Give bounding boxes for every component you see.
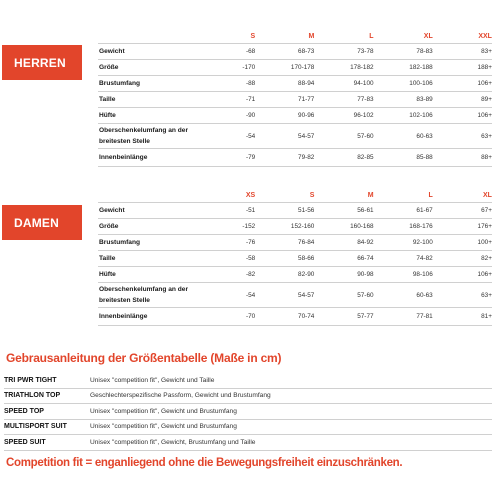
cell-value: -54	[245, 291, 256, 299]
cell-value: 176+	[477, 223, 492, 230]
cell-value: 77-83	[357, 96, 374, 103]
cell-value: -76	[245, 239, 256, 246]
cell-value: 71-77	[298, 96, 315, 103]
row-label: Gewicht	[99, 48, 125, 55]
model-name: SPEED SUIT	[4, 438, 46, 446]
row-label: Innenbeinlänge	[99, 154, 148, 161]
cell-value: 94-100	[353, 80, 374, 87]
cell-value: 89+	[481, 96, 492, 103]
herren-size-table	[98, 30, 492, 167]
cell-value: 88+	[481, 154, 492, 161]
row-label: Größe	[99, 64, 119, 71]
row-label: Taille	[99, 255, 116, 262]
row-label: Hüfte	[99, 112, 116, 119]
row-label: Gewicht	[99, 207, 125, 214]
row-label: Innenbeinlänge	[99, 313, 148, 320]
cell-value: 90-98	[357, 271, 374, 278]
cell-value: 160-168	[350, 223, 374, 230]
size-header-row	[98, 189, 492, 202]
size-header: M	[308, 33, 315, 40]
row-label: Taille	[99, 96, 116, 103]
cell-value: 100+	[477, 239, 492, 246]
cell-value: 84-92	[357, 239, 374, 246]
row-label: Brustumfang	[99, 80, 141, 87]
cell-value: -54	[245, 132, 256, 140]
cell-value: 76-84	[298, 239, 315, 246]
size-header: L	[369, 33, 374, 40]
table-row	[98, 282, 492, 307]
size-header: XL	[482, 192, 492, 199]
table-row	[98, 75, 492, 91]
guide-title: Gebrausanleitung der Größentabelle (Maße in cm)	[6, 351, 282, 365]
cell-value: 74-82	[416, 255, 433, 262]
table-row	[98, 250, 492, 266]
table-row	[98, 91, 492, 107]
model-guide-table	[4, 373, 492, 451]
cell-value: 60-63	[416, 291, 433, 299]
cell-value: 102-106	[409, 112, 433, 119]
cell-value: 188+	[477, 64, 492, 71]
cell-value: 54-57	[298, 291, 315, 299]
model-name: TRI PWR TIGHT	[4, 376, 57, 384]
table-row	[98, 107, 492, 123]
table-row	[98, 148, 492, 167]
model-row	[4, 389, 492, 405]
cell-value: -58	[245, 255, 256, 262]
table-row	[98, 202, 492, 218]
size-header: M	[367, 192, 374, 199]
cell-value: 77-81	[416, 313, 433, 320]
cell-value: 83+	[481, 48, 492, 55]
row-label: Brustumfang	[99, 239, 141, 246]
cell-value: -82	[245, 271, 256, 278]
model-name: TRIATHLON TOP	[4, 392, 61, 400]
table-row	[98, 234, 492, 250]
cell-value: 170-178	[290, 64, 315, 71]
table-row	[98, 218, 492, 234]
cell-value: 63+	[481, 132, 492, 140]
cell-value: 96-102	[353, 112, 374, 119]
cell-value: 57-77	[357, 313, 374, 320]
table-row	[98, 266, 492, 282]
size-header: XXL	[478, 33, 492, 40]
row-label: Größe	[99, 223, 119, 230]
model-name: MULTISPORT SUIT	[4, 423, 67, 431]
cell-value: 57-60	[357, 291, 374, 299]
size-header: L	[428, 192, 433, 199]
table-row	[98, 123, 492, 148]
cell-value: 168-176	[409, 223, 433, 230]
cell-value: -88	[245, 80, 256, 87]
herren-badge: HERREN	[2, 45, 82, 80]
cell-value: 83-89	[416, 96, 433, 103]
row-label: Hüfte	[99, 271, 116, 278]
cell-value: 182-188	[409, 64, 433, 71]
cell-value: 68-73	[298, 48, 315, 55]
cell-value: 67+	[481, 207, 492, 214]
cell-value: 79-82	[298, 154, 315, 161]
model-name: SPEED TOP	[4, 407, 44, 415]
cell-value: -51	[245, 207, 256, 214]
size-header: XL	[423, 33, 433, 40]
damen-size-table	[98, 189, 492, 326]
cell-value: 51-56	[298, 207, 315, 214]
table-row	[98, 307, 492, 326]
cell-value: 66-74	[357, 255, 374, 262]
model-row	[4, 435, 492, 451]
cell-value: 82-90	[298, 271, 315, 278]
cell-value: 106+	[477, 112, 492, 119]
cell-value: 56-61	[357, 207, 374, 214]
model-row	[4, 404, 492, 420]
model-description: Unisex "competition fit", Gewicht, Brustumfang und Taille	[90, 438, 256, 446]
cell-value: -68	[245, 48, 256, 55]
cell-value: 73-78	[357, 48, 374, 55]
cell-value: 60-63	[416, 132, 433, 140]
cell-value: 82-85	[357, 154, 374, 161]
cell-value: -170	[242, 64, 256, 71]
model-description: Unisex "competition fit", Gewicht und Brustumfang	[90, 423, 237, 431]
row-label: Oberschenkelumfang an der breitesten Stelle	[99, 127, 189, 145]
cell-value: 61-67	[416, 207, 433, 214]
cell-value: 82+	[481, 255, 492, 262]
row-label: Oberschenkelumfang an der breitesten Stelle	[99, 286, 189, 304]
size-header-row	[98, 30, 492, 43]
model-description: Unisex "competition fit", Gewicht und Brustumfang	[90, 407, 237, 415]
cell-value: 92-100	[412, 239, 433, 246]
size-header: XS	[245, 192, 256, 199]
cell-value: 78-83	[416, 48, 433, 55]
cell-value: -71	[245, 96, 256, 103]
size-header: S	[250, 33, 256, 40]
table-row	[98, 43, 492, 59]
cell-value: 178-182	[350, 64, 374, 71]
cell-value: -90	[245, 112, 256, 119]
model-description: Geschlechterspezifische Passform, Gewicht und Brustumfang	[90, 392, 271, 400]
cell-value: 63+	[481, 291, 492, 299]
cell-value: 100-106	[409, 80, 433, 87]
cell-value: 85-88	[416, 154, 433, 161]
cell-value: 98-106	[412, 271, 433, 278]
cell-value: 54-57	[298, 132, 315, 140]
cell-value: 152-160	[290, 223, 315, 230]
cell-value: -79	[245, 154, 256, 161]
cell-value: 106+	[477, 271, 492, 278]
model-description: Unisex "competition fit", Gewicht und Taille	[90, 376, 215, 384]
cell-value: 90-96	[298, 112, 315, 119]
damen-badge: DAMEN	[2, 205, 82, 240]
cell-value: 81+	[481, 313, 492, 320]
cell-value: 58-66	[298, 255, 315, 262]
size-header: S	[309, 192, 315, 199]
cell-value: -152	[242, 223, 256, 230]
cell-value: 88-94	[298, 80, 315, 87]
table-row	[98, 59, 492, 75]
cell-value: 70-74	[298, 313, 315, 320]
competition-fit-footnote: Competition fit = enganliegend ohne die Bewegungsfreiheit einzuschränken.	[6, 457, 403, 469]
model-row	[4, 420, 492, 436]
model-row	[4, 373, 492, 389]
cell-value: 106+	[477, 80, 492, 87]
cell-value: -70	[245, 313, 256, 320]
cell-value: 57-60	[357, 132, 374, 140]
